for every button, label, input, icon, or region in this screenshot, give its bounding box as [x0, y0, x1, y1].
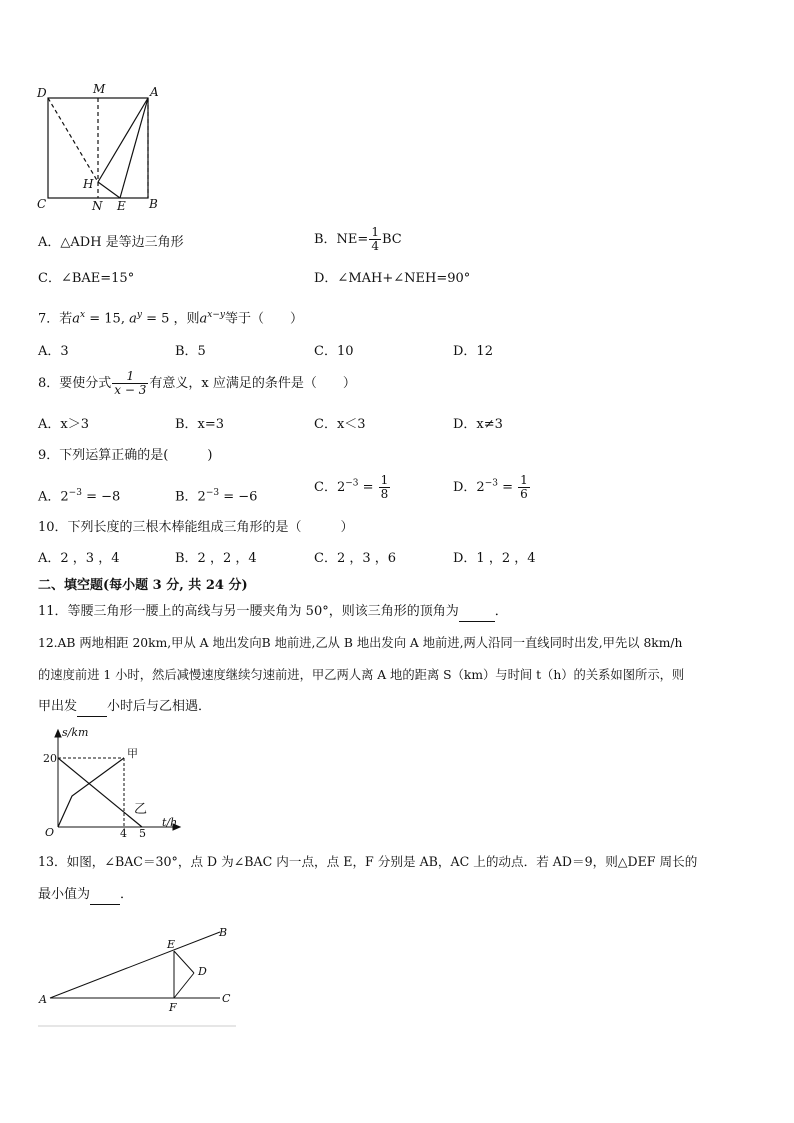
- q9-d-exp: −3: [484, 478, 498, 489]
- q7-var-a-2: a: [129, 311, 137, 327]
- q13-line-2: [38, 886, 133, 905]
- label-c: C: [37, 197, 47, 211]
- q8-fraction: [112, 370, 148, 397]
- yi-label: 乙: [134, 802, 148, 817]
- label-b: B: [219, 926, 228, 939]
- q10-option-b: B．2 ，2 ，4: [175, 551, 257, 566]
- q10-option-a: A．2 ，3 ，4: [38, 551, 120, 566]
- q9-b-result: = −6: [219, 489, 258, 505]
- q7-option-b: B．5: [175, 344, 206, 359]
- q8-option-b: B．x=3: [175, 417, 225, 432]
- q9-d-denominator: 6: [520, 487, 528, 501]
- q8-numerator: 1: [112, 370, 148, 384]
- q12-answer-blank: [77, 698, 107, 717]
- q8-option-a: A．x＞3: [38, 417, 89, 432]
- distance-time-graph: [38, 726, 188, 838]
- q7-stem-suffix: 等于（ ）: [224, 311, 303, 327]
- q6-option-b-prefix: B．NE=: [314, 232, 369, 247]
- q6-b-numerator: 1: [371, 225, 379, 239]
- q7-mid: = 15,: [85, 311, 130, 327]
- q8-denominator: x − 3: [114, 383, 147, 397]
- label-c: C: [222, 992, 231, 1005]
- section-2-title: 二、填空题(每小题 3 分, 共 24 分): [38, 578, 248, 593]
- segment-ed: [174, 951, 194, 973]
- label-a: A: [150, 85, 159, 99]
- q7-exp-xy: x−y: [207, 310, 225, 320]
- q7-option-a: A．3: [38, 344, 69, 359]
- q9-option-a: [38, 484, 120, 506]
- segment-he: [98, 182, 120, 198]
- segment-fd: [174, 973, 194, 998]
- q7-stem-prefix: 7．若: [38, 311, 73, 327]
- label-d: D: [37, 86, 47, 100]
- q11-answer-blank: [459, 603, 495, 622]
- q11-end: ．: [494, 604, 508, 619]
- q7-exp-x: x: [80, 310, 86, 320]
- q7-mid2: = 5 ，则: [141, 311, 200, 327]
- q7-option-c: C．10: [314, 344, 354, 359]
- jia-line: [58, 758, 124, 827]
- q12-line-2: 的速度前进 1 小时，然后减慢速度继续匀速前进，甲乙两人离 A 地的距离 S（km）与时间 t（h）的关系如图所示，则: [38, 668, 685, 682]
- x-tick-4: 4: [120, 827, 127, 838]
- q6-option-b: [314, 226, 402, 253]
- q13-line-1: 13．如图，∠BAC＝30°，点 D 为∠BAC 内一点，点 E，F 分别是 AB，AC 上的动点．若 AD＝9，则△DEF 周长的: [38, 854, 698, 869]
- q9-d-numerator: 1: [520, 473, 528, 487]
- q10-option-c: C．2 ，3 ，6: [314, 551, 397, 566]
- q8-option-c: C．x＜3: [314, 417, 366, 432]
- q9-c-denominator: 8: [380, 487, 389, 501]
- label-n: N: [92, 199, 103, 213]
- q9-stem: 9．下列运算正确的是( ): [38, 448, 213, 463]
- origin-label: O: [45, 826, 55, 838]
- q9-b-base: B．2: [175, 489, 206, 505]
- label-a: A: [39, 993, 47, 1006]
- q8-stem-suffix: 有意义，x 应满足的条件是（ ）: [149, 376, 356, 391]
- q6-option-a: A．△ADH 是等边三角形: [38, 235, 184, 250]
- segment-ea: [120, 98, 148, 198]
- q9-option-c: [314, 474, 391, 501]
- label-h: H: [83, 177, 94, 191]
- q11-text: [38, 603, 508, 622]
- q9-option-b: [175, 484, 257, 506]
- segment-dh: [48, 98, 98, 182]
- q9-c-eq: =: [358, 480, 378, 495]
- x-tick-5: 5: [139, 827, 146, 838]
- q7-stem: [38, 306, 303, 328]
- q9-c-base: C．2: [314, 480, 346, 495]
- q9-a-base: A．2: [38, 489, 69, 505]
- q9-d-base: D．2: [453, 480, 485, 495]
- label-m: M: [93, 82, 106, 96]
- q13-answer-blank: [90, 886, 120, 905]
- label-e: E: [117, 199, 126, 213]
- q8-option-d: D．x≠3: [453, 417, 503, 432]
- q6-b-denominator: 4: [371, 239, 379, 253]
- label-b: B: [149, 197, 158, 211]
- q7-var-a: a: [72, 311, 81, 327]
- label-d: D: [198, 965, 207, 978]
- q8-stem: [38, 370, 356, 397]
- q9-c-numerator: 1: [380, 473, 389, 487]
- x-axis-label: t/h: [162, 816, 178, 829]
- q6-option-d: D．∠MAH+∠NEH=90°: [314, 271, 471, 286]
- label-e: E: [167, 938, 176, 951]
- label-f: F: [169, 1001, 177, 1014]
- y-axis-arrow: [55, 730, 61, 737]
- segment-ha: [98, 98, 148, 182]
- q6-option-b-suffix: BC: [381, 232, 402, 247]
- q9-c-fraction: [379, 474, 391, 501]
- q8-stem-prefix: 8．要使分式: [38, 376, 112, 391]
- q12-line-3-prefix: 甲出发: [38, 699, 78, 714]
- q6-option-c: C．∠BAE=15°: [38, 271, 135, 286]
- q9-b-exp: −3: [205, 488, 220, 498]
- q9-c-exp: −3: [345, 478, 359, 489]
- yi-line: [58, 758, 142, 827]
- y-tick-20: 20: [43, 752, 57, 765]
- square-figure: [30, 80, 170, 215]
- q9-d-fraction: [518, 474, 530, 501]
- q9-option-d: [453, 474, 531, 501]
- q7-var-a-3: a: [199, 311, 208, 327]
- q10-stem: 10．下列长度的三根木棒能组成三角形的是（ ）: [38, 520, 354, 535]
- q7-option-d: D．12: [453, 344, 493, 359]
- q10-option-d: D．1 ，2 ，4: [453, 551, 536, 566]
- q13-line-2-suffix: ．: [120, 887, 134, 902]
- q7-exp-y: y: [136, 310, 142, 320]
- q9-a-exp: −3: [68, 488, 82, 498]
- q12-line-3-suffix: 小时后与乙相遇．: [107, 699, 212, 714]
- q12-line-3: [38, 698, 211, 717]
- angle-figure: [34, 922, 244, 1032]
- ray-ab: [50, 932, 220, 998]
- q9-a-result: = −8: [81, 489, 121, 505]
- y-axis-label: s/km: [62, 726, 89, 739]
- q13-line-2-prefix: 最小值为: [38, 887, 91, 902]
- q9-d-eq: =: [497, 480, 518, 495]
- q6-option-b-fraction: [369, 226, 381, 253]
- q12-line-1: 12.AB 两地相距 20km,甲从 A 地出发向B 地前进,乙从 B 地出发向 A 地前进,两人沿同一直线同时出发,甲先以 8km/h: [38, 636, 683, 650]
- q11-stem: 11．等腰三角形一腰上的高线与另一腰夹角为 50°，则该三角形的顶角为: [38, 604, 459, 619]
- jia-label: 甲: [127, 747, 138, 760]
